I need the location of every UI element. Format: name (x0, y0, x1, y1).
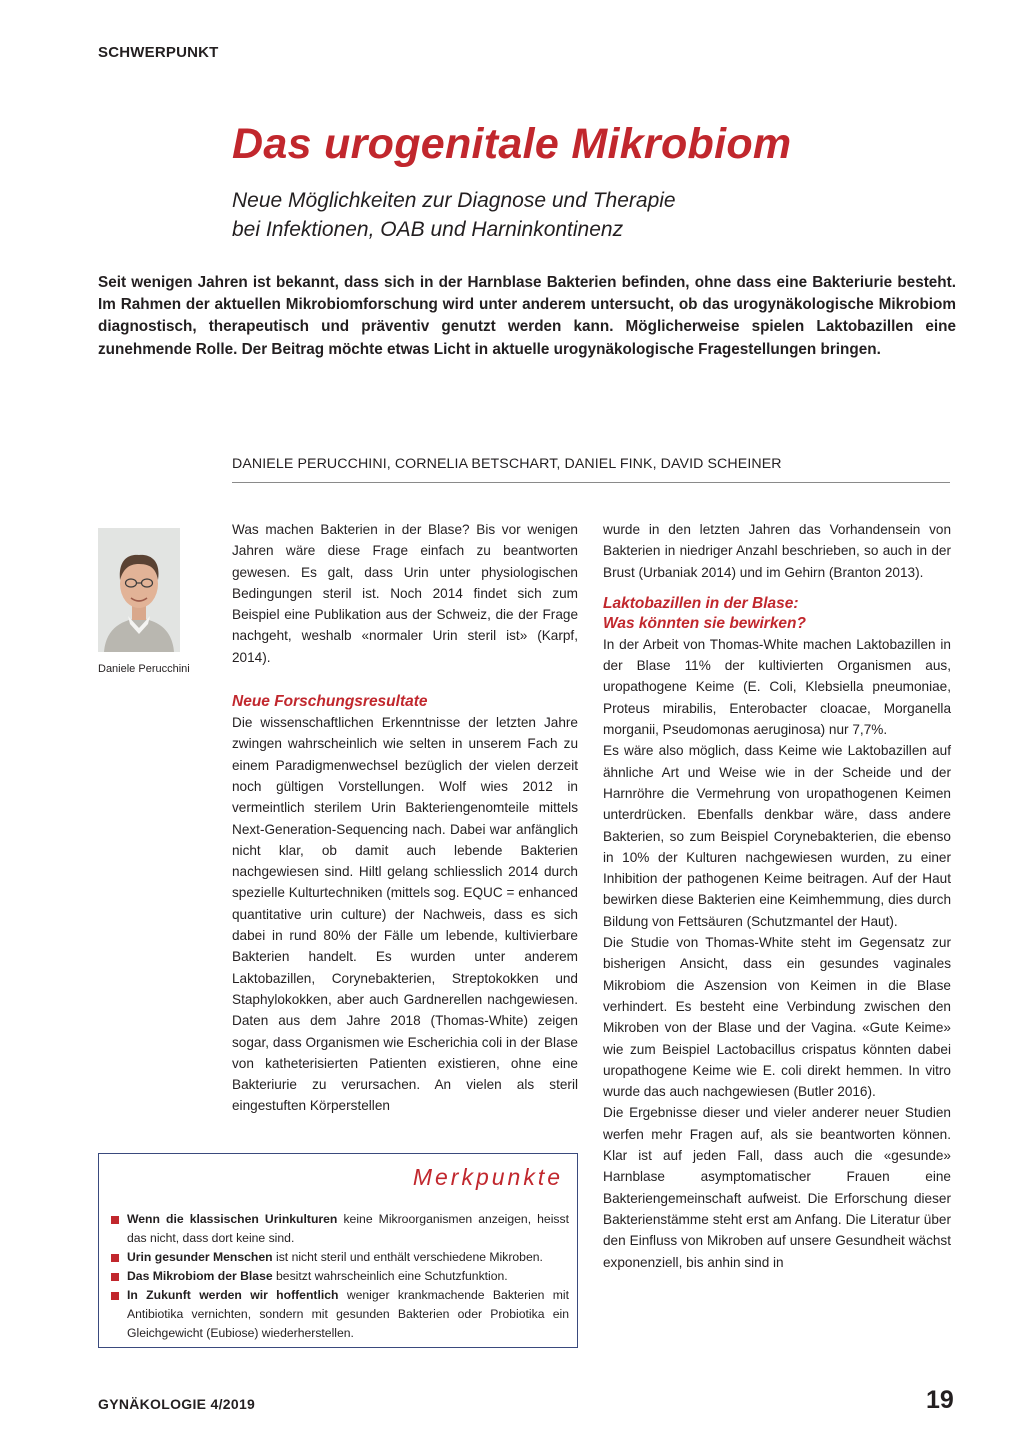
bullet-square-icon (111, 1216, 119, 1224)
photo-caption: Daniele Perucchini (98, 663, 190, 675)
column-2 (603, 519, 951, 1273)
key-point-item (109, 1248, 569, 1267)
subtitle-line-2: bei Infektionen, OAB und Harninkontinenz (232, 218, 624, 241)
article-title: Das urogenitale Mikrobiom (232, 120, 792, 168)
col2-paragraph-2: Es wäre also möglich, dass Keime wie Laktobazillen auf ähnliche Art und Weise wie in der Scheide und der Harnröhre die Vermehrung von uropathogenen Keimen unterdrücken. Ebenfalls denkbar wäre, dass andere Bakterien, so zum Beispiel Corynebakterien, die ebenso in 10% der Kulturen nachgewiesen wurden, zu einer Inhibition der pathogenen Keime beitragen. Auf der Haut bewirken diese Bakterien eine Keimhemmung, dies durch Bildung von Fettsäuren (Schutzmantel der Haut). (603, 743, 951, 929)
section-label: SCHWERPUNKT (98, 44, 219, 61)
key-point-bold: Das Mikrobiom der Blase (127, 1269, 273, 1283)
key-point-bold: Urin gesunder Menschen (127, 1250, 273, 1264)
col2-intro: wurde in den letzten Jahren das Vorhandensein von Bakterien in niedriger Anzahl beschrieben, so auch in der Brust (Urbaniak 2014) und im Gehirn (Branton 2013). (603, 522, 951, 580)
article-subtitle (232, 186, 792, 244)
section-heading-lactobacilli (603, 594, 951, 634)
lead-paragraph (98, 272, 956, 361)
key-point-bold: Wenn die klassischen Urinkulturen (127, 1212, 338, 1226)
key-point-text: ist nicht steril und enthält verschiedene Mikroben. (272, 1250, 543, 1264)
key-points-list (109, 1210, 569, 1343)
col1-body: Die wissenschaftlichen Erkenntnisse der letzten Jahre zwingen wahrscheinlich wie selten in unserem Fach zu einem Paradigmenwechsel bezüglich der vielen derzeit noch gültigen Vorstellungen. Wolf wies 2012 in vermeintlich sterilem Urin Bakteriengenomteile mittels Next-Generation-Sequencing nach. Dabei war anfänglich nicht klar, ob damit auch lebende Bakterien nachgewiesen sind. Hiltl gelang schliesslich 2014 durch spezielle Kulturtechniken (mittels sog. EQUC = enhanced quantitative urin culture) der Nachweis, dass es sich dabei in rund 80% der Fälle um lebende, kultivierbare Bakterien handelt. Es wurden unter anderem Laktobazillen, Corynebakterien, Streptokokken und Staphylokokken, aber auch Gardnerellen nachgewiesen. Daten aus dem Jahre 2018 (Thomas-White) zeigen sogar, dass Organismen wie Escherichia coli in der Blase von katheterisierten Patienten existieren, ohne eine Bakteriurie zu verursachen. An vielen als steril eingestuften Körperstellen (232, 715, 578, 1114)
key-point-item (109, 1210, 569, 1248)
key-points-box (98, 1153, 578, 1348)
col1-intro: Was machen Bakterien in der Blase? Bis vor wenigen Jahren wäre diese Frage einfach zu beantworten gewesen. Es galt, dass Urin unter physiologischen Bedingungen steril ist. Noch 2014 findet sich zum Beispiel eine Publikation aus der Schweiz, die der Frage nachgeht, weshalb «normaler Urin steril ist» (Karpf, 2014). (232, 522, 578, 665)
key-point-text: keine Mikroorganismen anzeigen, heisst das nicht, dass dort keine sind. (127, 1212, 569, 1245)
col2-paragraph-4: Die Ergebnisse dieser und vieler anderer neuer Studien werfen mehr Fragen auf, als sie beantworten können. Klar ist auf jeden Fall, dass auch die «gesunde» Harnblase asymptomatischer Frauen eine Bakteriengemeinschaft aufweist. Die Erforschung dieser Bakterienstämme steht erst am Anfang. Die Literatur über den Einfluss von Mikroben auf unsere Gesundheit wächst exponenziell, bis anhin sind in (603, 1105, 951, 1270)
author-line: DANIELE PERUCCHINI, CORNELIA BETSCHART, DANIEL FINK, DAVID SCHEINER (232, 456, 950, 483)
col2-paragraph-3: Die Studie von Thomas-White steht im Gegensatz zur bisherigen Ansicht, dass ein gesundes vaginales Mikrobiom die Aszension von Keimen in die Blase verhindert. Es besteht eine Verbindung zwischen den Mikroben von der Blase und der Vagina. «Gute Keime» wie zum Beispiel Lactobacillus crispatus könnten dabei uropathogene Keime wie E. coli direkt hemmen. In vitro wurde das auch nachgewiesen (Butler 2016). (603, 935, 951, 1100)
journal-issue: GYNÄKOLOGIE 4/2019 (98, 1396, 256, 1412)
key-point-text: weniger krankmachende Bakterien mit Antibiotika vernichten, sondern mit gesunden Bakterien oder Probiotika ein Gleichgewicht (Eubiose) wiederherstellen. (127, 1288, 569, 1340)
section-heading-research: Neue Forschungsresultate (232, 693, 428, 711)
key-point-item (109, 1286, 569, 1343)
key-point-text: besitzt wahrscheinlich eine Schutzfunktion. (272, 1269, 508, 1283)
lead-text: Seit wenigen Jahren ist bekannt, dass sich in der Harnblase Bakterien befinden, ohne dass eine Bakteriurie besteht. Im Rahmen der aktuellen Mikrobiomforschung wird unter anderem untersucht, ob das urogynäkologische Mikrobiom diagnostisch, therapeutisch und präventiv genutzt werden kann. Möglicherweise spielen Laktobazillen eine zunehmende Rolle. Der Beitrag möchte etwas Licht in aktuelle urogynäkologische Fragestellungen bringen. (98, 274, 956, 358)
subtitle-line-1: Neue Möglichkeiten zur Diagnose und Therapie (232, 189, 676, 212)
column-1 (232, 519, 578, 1117)
heading-line-1: Laktobazillen in der Blase: (603, 594, 799, 612)
author-portrait (98, 528, 180, 652)
page-number: 19 (926, 1386, 954, 1414)
bullet-square-icon (111, 1273, 119, 1281)
bullet-square-icon (111, 1292, 119, 1300)
key-points-title: Merkpunkte (412, 1164, 563, 1190)
bullet-square-icon (111, 1254, 119, 1262)
heading-line-2: Was könnten sie bewirken? (603, 614, 806, 632)
col2-paragraph-1: In der Arbeit von Thomas-White machen Laktobazillen in der Blase 11% der kultivierten Organismen aus, uropathogene Keime (E. Coli, Klebsiella pneumoniae, Proteus mirabilis, Enterobacter cloacae, Morganella morganii, Pseudomonas aeruginosa) nur 7,7%. (603, 636, 951, 738)
key-point-item (109, 1267, 569, 1286)
key-point-bold: In Zukunft werden wir hoffentlich (127, 1288, 339, 1302)
